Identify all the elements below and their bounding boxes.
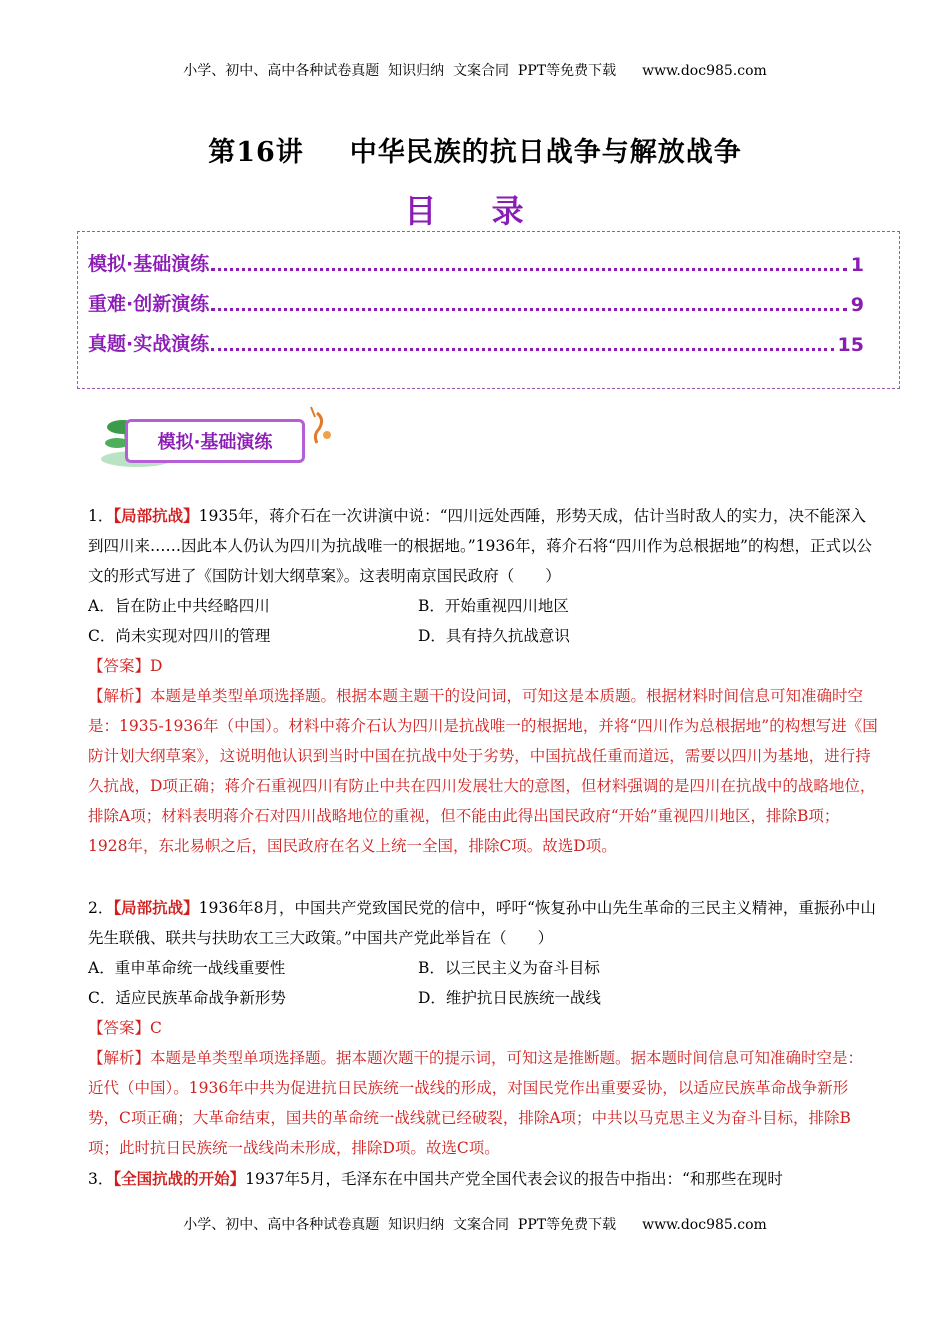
option-c[interactable]: C．尚未实现对四川的管理 [88,627,271,645]
toc-item[interactable] [88,248,864,276]
page-footer [0,1214,950,1234]
section-banner-label: 模拟·基础演练 [125,419,305,463]
analysis-label: 【解析】 [88,687,151,705]
question-1 [88,501,878,861]
answer-label: 【答案】 [88,1019,151,1037]
header-text: 小学、初中、高中各种试卷真题 知识归纳 文案合同 PPT等免费下载 [183,63,617,79]
title-name: 中华民族的抗日战争与解放战争 [349,137,742,168]
option-b[interactable]: B．以三民主义为奋斗目标 [418,959,600,977]
question-3 [88,1164,878,1194]
toc-leader [211,268,847,271]
options [88,953,878,1013]
question-number: 1． [88,507,114,525]
question-text: 1935年，蒋介石在一次讲演中说：“四川远处西陲，形势天成，估计当时敌人的实力，决不能深入到四川来……因此本人仍认为四川为抗战唯一的根据地。”1936年，蒋介石将“四川作为总根据地”的构想，正式以公文的形式写进了《国防计划大纲草案》。这表明南京国民政府（ ） [88,507,872,585]
option-d[interactable]: D．具有持久抗战意识 [418,627,570,645]
toc-item-page: 15 [837,334,864,356]
question-tag: 【全国抗战的开始】 [113,1169,246,1188]
question-2 [88,893,878,1163]
toc-item-page: 1 [850,254,864,276]
analysis [88,681,878,861]
option-a[interactable]: A．旨在防止中共经略四川 [88,597,270,615]
section-banner [95,405,340,475]
answer [88,1013,878,1043]
toc-leader [211,348,833,351]
toc-item-label: 真题·实战演练 [88,333,210,355]
footer-url[interactable]: www.doc985.com [642,1217,767,1233]
question-text: 1936年8月，中国共产党致国民党的信中，呼吁“恢复孙中山先生革命的三民主义精神，重振孙中山先生联俄、联共与扶助农工三大政策。”中国共产党此举旨在（ ） [88,899,876,947]
question-stem [88,893,878,953]
toc-leader [211,308,847,311]
option-a[interactable]: A．重申革命统一战线重要性 [88,959,286,977]
answer [88,651,878,681]
question-number: 2． [88,899,114,917]
option-b[interactable]: B．开始重视四川地区 [418,597,569,615]
option-c[interactable]: C．适应民族革命战争新形势 [88,989,286,1007]
question-stem [88,1164,878,1194]
toc-item[interactable] [88,328,864,356]
footer-text: 小学、初中、高中各种试卷真题 知识归纳 文案合同 PPT等免费下载 [183,1217,617,1233]
toc-item-page: 9 [850,294,864,316]
toc-item-label: 重难·创新演练 [88,293,210,315]
toc-item[interactable] [88,288,864,316]
question-tag: 【局部抗战】 [113,506,199,525]
analysis-text: 本题是单类型单项选择题。据本题次题干的提示词，可知这是推断题。据本题时间信息可知准确时空是：近代（中国）。1936年中共为促进抗日民族统一战线的形成，对国民党作出重要妥协，以适应民族革命战争新形势，C项正确；大革命结束，国共的革命统一战线就已经破裂，排除A项；中共以马克思主义为奋斗目标，排除B项；此时抗日民族统一战线尚未形成，排除D项。故选C项。 [88,1049,864,1157]
question-stem [88,501,878,591]
toc-heading: 目 录 [404,192,546,230]
answer-label: 【答案】 [88,657,151,675]
question-tag: 【局部抗战】 [113,898,199,917]
title-lecture: 第16讲 [208,137,304,168]
question-text: 1937年5月，毛泽东在中国共产党全国代表会议的报告中指出：“和那些在现时 [245,1170,783,1188]
analysis-label: 【解析】 [88,1049,151,1067]
options [88,591,878,651]
page-title [0,130,950,169]
page-header [0,60,950,80]
analysis-text: 本题是单类型单项选择题。根据本题主题干的设问词，可知这是本质题。根据材料时间信息可知准确时空是：1935-1936年（中国）。材料中蒋介石认为四川是抗战唯一的根据地，并将“四川作为总根据地”的构想写进《国防计划大纲草案》，这说明他认识到当时中国在抗战中处于劣势，中国抗战任重而道远，需要以四川为基地，进行持久抗战，D项正确；蒋介石重视四川有防止中共在四川发展壮大的意图，但材料强调的是四川在抗战中的战略地位，排除A项；材料表明蒋介石对四川战略地位的重视，但不能由此得出国民政府“开始”重视四川地区，排除B项；1928年，东北易帜之后，国民政府在名义上统一全国，排除C项。故选D项。 [88,687,878,855]
answer-value: C [150,1019,162,1037]
option-d[interactable]: D．维护抗日民族统一战线 [418,989,601,1007]
toc-item-label: 模拟·基础演练 [88,253,210,275]
toc-box [77,231,900,389]
answer-value: D [150,657,163,675]
analysis [88,1043,878,1163]
header-url[interactable]: www.doc985.com [642,63,767,79]
question-number: 3． [88,1170,114,1188]
